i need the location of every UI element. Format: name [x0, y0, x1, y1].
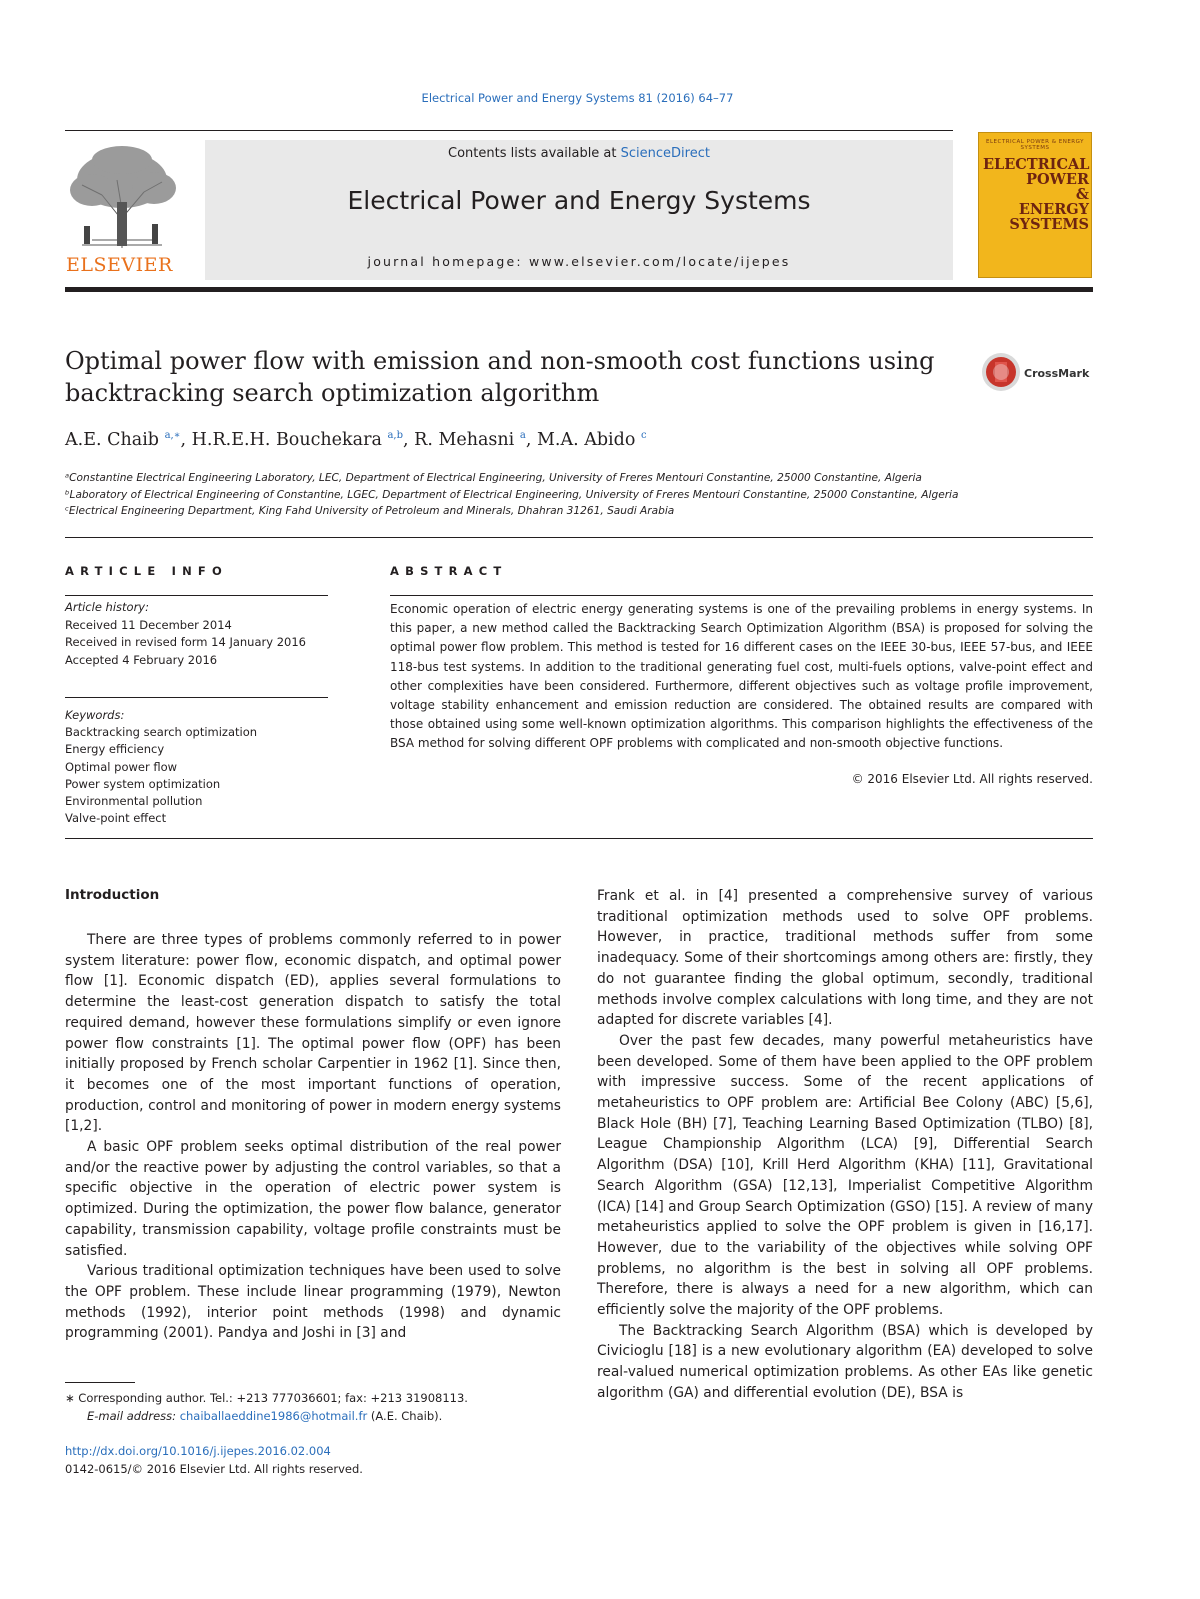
keyword-item: Backtracking search optimization — [65, 725, 258, 740]
affiliations — [65, 470, 1095, 520]
email-link[interactable]: chaiballaeddine1986@hotmail.fr — [179, 1409, 368, 1423]
author-list: A.E. Chaib $^{a,∗}$, H.R.E.H. Bouchekara $^{a,b}$, R. Mehasni $^a$, M.A. Abido $^c$ — [65, 430, 647, 450]
keyword-item: Power system optimization — [65, 776, 221, 791]
abstract-rule-bottom — [65, 838, 1093, 839]
article-info-rule — [65, 595, 328, 596]
footnotes — [65, 1389, 561, 1425]
abstract-label: ABSTRACT — [390, 564, 508, 578]
affiliation-item: ᶜElectrical Engineering Department, King Fahd University of Petroleum and Minerals, Dhahran 31261, Saudi Arabia — [65, 505, 675, 517]
body-paragraph: A basic OPF problem seeks optimal distribution of the real power and/or the reactive power by adjusting the control variables, so that a specific objective in the operation of electric power system is optimized. During the optimization, the power flow balance, generator capability, transmission capability, voltage profile constraints must be satisfied. — [65, 1139, 561, 1259]
body-paragraph: There are three types of problems commonly referred to in power system literature: power flow, economic dispatch, and optimal power flow [1]. Economic dispatch (ED), applies several formulations to determine the least-cost generation dispatch to satisfy the total required demand, however these formulations simplify or even ignore power flow constraints [1]. The optimal power flow (OPF) has been initially proposed by French scholar Carpentier in 1962 [1]. Since then, it becomes one of the most important functions of operation, production, control and monitoring of power in modern energy systems [1,2]. — [65, 932, 561, 1135]
journal-citation[interactable]: Electrical Power and Energy Systems 81 (2016) 64–77 — [421, 91, 734, 105]
issn-line: 0142-0615/© 2016 Elsevier Ltd. All rights reserved. — [65, 1462, 363, 1476]
email-line — [65, 1407, 561, 1425]
author-name[interactable]: A.E. Chaib — [65, 430, 159, 450]
author-name[interactable]: R. Mehasni — [414, 430, 515, 450]
doi-block — [65, 1442, 363, 1478]
keywords-heading: Keywords: — [65, 708, 125, 722]
body-paragraph: Over the past few decades, many powerful metaheuristics have been developed. Some of them have been applied to the OPF problem with impressive success. Some of the recent applications of metaheuristics to OPF problem are: Artificial Bee Colony (ABC) [5,6], Black Hole (BH) [7], Teaching Learning Based Optimization (TLBO) [8], League Championship Algorithm (LCA) [9], Differential Search Algorithm (DSA) [10], Krill Herd Algorithm (KHA) [11], Gravitational Search Algorithm (GSA) [12,13], Imperialist Competitive Algorithm (ICA) [14] and Group Search Optimization (GSO) [15]. A review of many metaheuristics applied to solve the OPF problem is given in [16,17]. However, due to the variability of the objectives while solving OPF problems, no algorithm is the best in solving all OPF problems. Therefore, there is always a need for a new algorithm, which can efficiently solve the majority of the OPF problems. — [597, 1032, 1093, 1319]
keyword-item: Optimal power flow — [65, 759, 178, 774]
affiliation-item: ᵃConstantine Electrical Engineering Laboratory, LEC, Department of Electrical Engineering, University of Freres Mentouri Constantine, 25000 Constantine, Algeria — [65, 472, 922, 484]
article-history — [65, 599, 328, 669]
journal-cover-image — [978, 132, 1092, 278]
body-paragraph: The Backtracking Search Algorithm (BSA) which is developed by Civicioglu [18] is a new evolutionary algorithm (EA) developed to solve real-valued numerical optimization problems. As other EAs like genetic algorithm (GA) and differential evolution (DE), BSA is — [597, 1322, 1093, 1401]
affiliation-item: ᵇLaboratory of Electrical Engineering of Constantine, LGEC, Department of Electrical Engineering, University of Freres Mentouri Constantine, 25000 Constantine, Algeria — [65, 488, 959, 501]
contents-prefix: Contents lists available at — [448, 146, 621, 161]
body-column-left — [65, 930, 561, 1344]
crossmark-label[interactable]: CrossMark — [1024, 367, 1090, 380]
journal-title: Electrical Power and Energy Systems — [347, 186, 811, 215]
cover-title: ELECTRICAL POWER & ENERGY SYSTEMS — [983, 156, 1090, 233]
email-suffix: (A.E. Chaib). — [367, 1409, 443, 1423]
keyword-item: Valve-point effect — [65, 811, 167, 826]
cover-small-text: ELECTRICAL POWER & ENERGY SYSTEMS — [986, 139, 1084, 151]
corresponding-author-note: ∗ Corresponding author. Tel.: +213 777036601; fax: +213 31908113. — [65, 1391, 468, 1405]
keywords — [65, 707, 328, 827]
body-paragraph: Frank et al. in [4] presented a comprehensive survey of various traditional optimization methods used to solve OPF problems. However, in practice, traditional methods suffer from some inadequacy. Some of their shortcomings among others are: firstly, they do not guarantee finding the global optimum, secondly, traditional methods involve complex calculations with long time, and they are not adapted for discrete variables [4]. — [597, 888, 1093, 1029]
author-name[interactable]: M.A. Abido — [536, 430, 636, 450]
abstract-text: Economic operation of electric energy generating systems is one of the prevailing problems in energy systems. In this paper, a new method called the Backtracking Search Optimization Algorithm (BSA) is proposed for solving the optimal power flow problem. This method is tested for 16 different cases on the IEEE 30-bus, IEEE 57-bus, and IEEE 118-bus test systems. In addition to the traditional generating fuel cost, multi-fuels options, valve-point effect and other complexities have been considered. Furthermore, different objectives such as voltage profile improvement, voltage stability enhancement and emission reduction are considered. The obtained results are compared with those obtained using some well-known optimization algorithms. This comparison highlights the effectiveness of the BSA method for solving different OPF problems with complicated and non-smooth objective functions. — [390, 602, 1093, 751]
doi-link[interactable]: http://dx.doi.org/10.1016/j.ijepes.2016.02.004 — [65, 1444, 331, 1458]
history-item: Received 11 December 2014 — [65, 617, 232, 632]
email-label: E-mail address: — [87, 1409, 180, 1423]
journal-homepage-link[interactable]: journal homepage: www.elsevier.com/locate/ijepes — [367, 254, 791, 269]
keyword-item: Energy efficiency — [65, 742, 165, 757]
elsevier-wordmark: ELSEVIER — [66, 254, 173, 276]
contents-line — [205, 146, 953, 161]
history-heading: Article history: — [65, 600, 149, 614]
history-item: Received in revised form 14 January 2016 — [65, 635, 306, 649]
author-affil-mark[interactable]: c — [640, 430, 647, 442]
journal-header-box — [205, 140, 953, 280]
header-top-rule — [65, 130, 953, 131]
article-info-label: ARTICLE INFO — [65, 564, 228, 578]
body-column-right — [597, 886, 1093, 1404]
introduction-heading: Introduction — [65, 887, 160, 903]
article-info-mid-rule — [65, 697, 328, 698]
body-paragraph: Various traditional optimization techniques have been used to solve the OPF problem. These include linear programming (1979), Newton methods (1992), interior point methods (1998) and dynamic programming (2001). Pandya and Joshi in [3] and — [65, 1263, 561, 1342]
abstract-copyright: © 2016 Elsevier Ltd. All rights reserved. — [851, 772, 1093, 786]
abstract-rule-top — [390, 595, 1093, 596]
author-affil-mark[interactable]: a,b — [387, 430, 403, 442]
author-affil-mark[interactable]: a — [519, 430, 526, 442]
affiliation-rule — [65, 537, 1093, 538]
footnote-rule — [65, 1382, 135, 1383]
article-title: Optimal power flow with emission and non-smooth cost functions using backtracking search optimization algorithm — [65, 347, 935, 407]
author-name[interactable]: H.R.E.H. Bouchekara — [191, 430, 382, 450]
author-affil-mark[interactable]: a,∗ — [164, 430, 181, 442]
history-item: Accepted 4 February 2016 — [65, 652, 218, 667]
sciencedirect-link[interactable]: ScienceDirect — [620, 146, 710, 161]
keyword-item: Environmental pollution — [65, 794, 203, 809]
header-bottom-rule — [65, 287, 1093, 292]
